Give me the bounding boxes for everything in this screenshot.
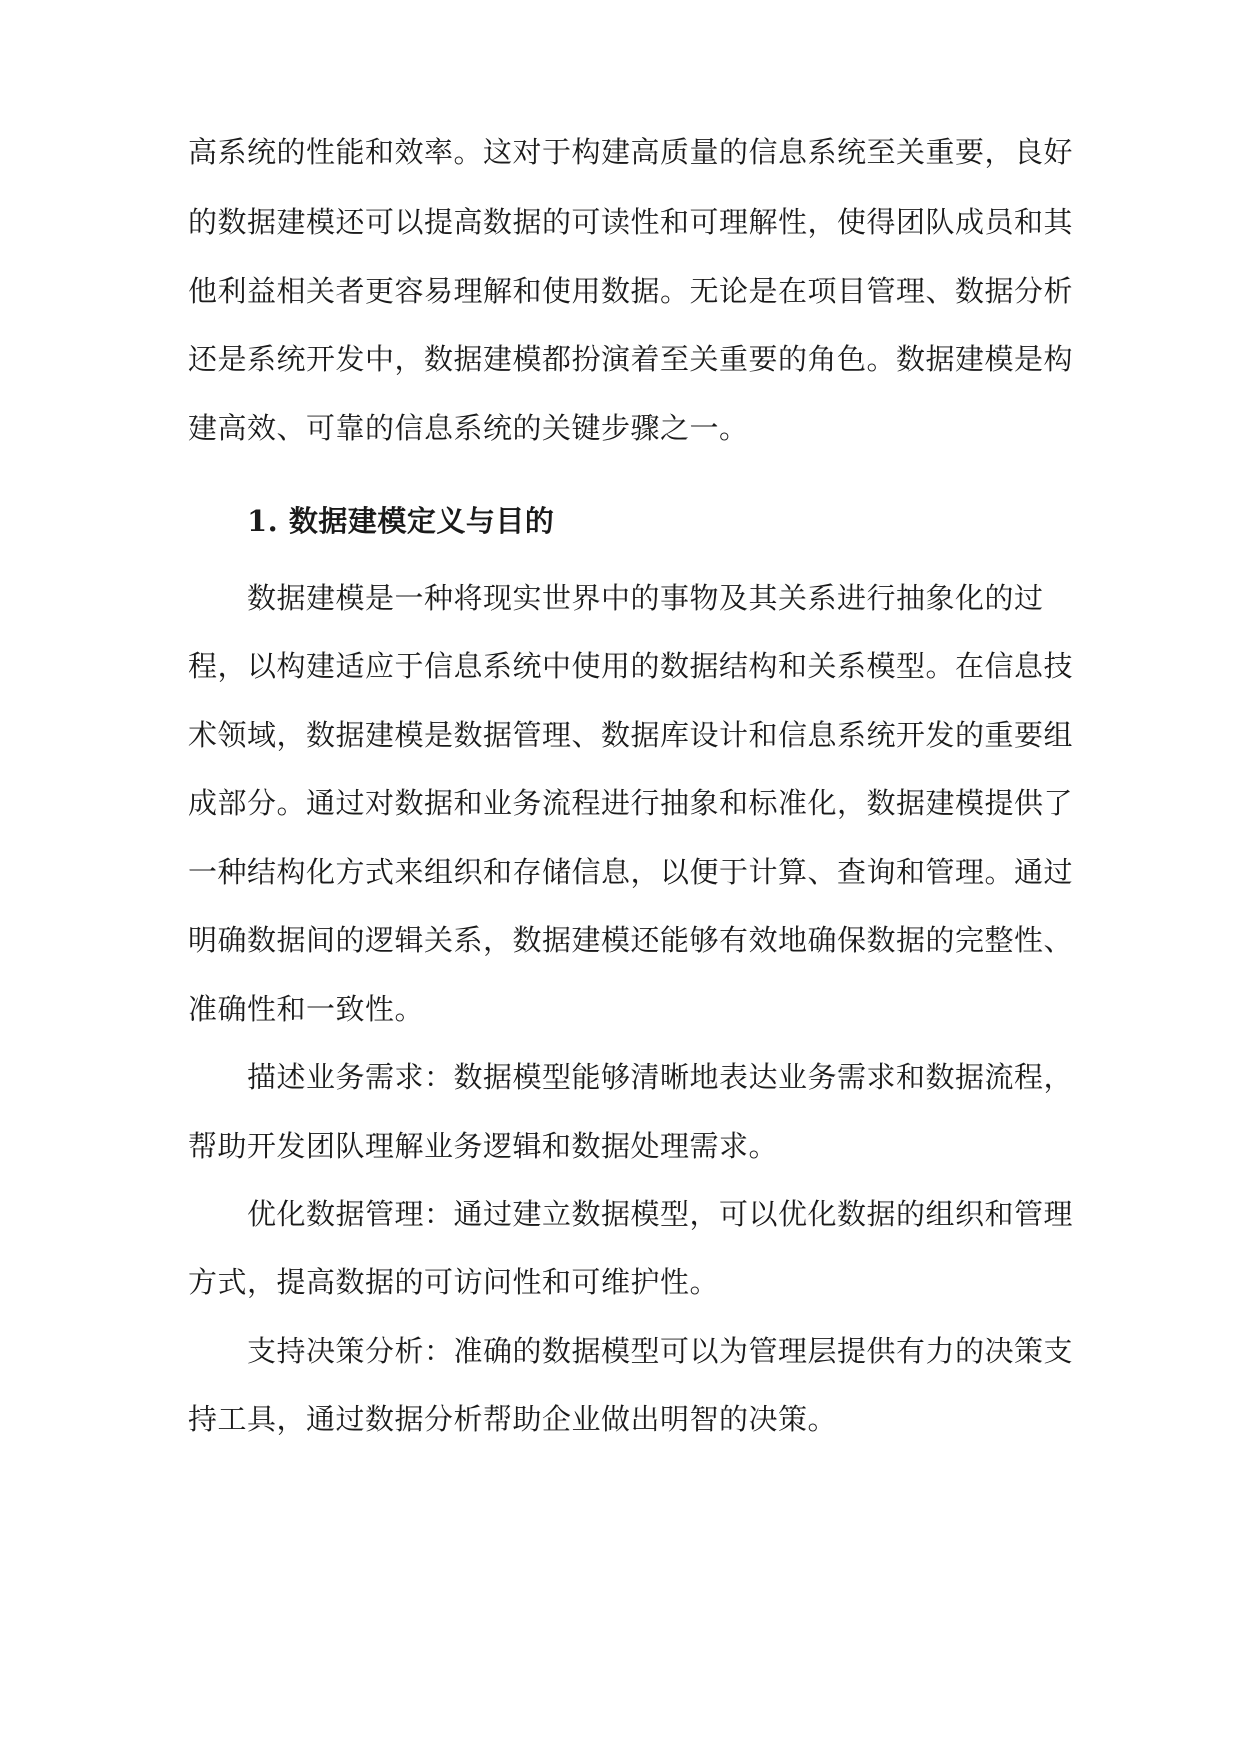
paragraph-line: 还是系统开发中，数据建模都扮演着至关重要的角色。数据建模是构	[188, 342, 1074, 376]
paragraph-line: 成部分。通过对数据和业务流程进行抽象和标准化，数据建模提供了	[188, 786, 1074, 820]
paragraph-line: 准确性和一致性。	[188, 992, 425, 1026]
paragraph-line: 描述业务需求：数据模型能够清晰地表达业务需求和数据流程，	[247, 1060, 1074, 1094]
paragraph-line: 明确数据间的逻辑关系，数据建模还能够有效地确保数据的完整性、	[188, 923, 1074, 957]
paragraph-line: 建高效、可靠的信息系统的关键步骤之一。	[188, 411, 749, 445]
paragraph-line: 高系统的性能和效率。这对于构建高质量的信息系统至关重要，良好	[188, 135, 1074, 169]
paragraph-line: 方式，提高数据的可访问性和可维护性。	[188, 1265, 720, 1299]
paragraph-line: 优化数据管理：通过建立数据模型，可以优化数据的组织和管理	[247, 1197, 1074, 1231]
paragraph-line: 支持决策分析：准确的数据模型可以为管理层提供有力的决策支	[247, 1334, 1074, 1368]
paragraph-line: 持工具，通过数据分析帮助企业做出明智的决策。	[188, 1402, 838, 1436]
section-heading: 1. 数据建模定义与目的	[247, 504, 555, 538]
paragraph-line: 一种结构化方式来组织和存储信息，以便于计算、查询和管理。通过	[188, 855, 1074, 889]
paragraph-line: 帮助开发团队理解业务逻辑和数据处理需求。	[188, 1129, 779, 1163]
paragraph-line: 术领域，数据建模是数据管理、数据库设计和信息系统开发的重要组	[188, 718, 1074, 752]
paragraph-line: 程，以构建适应于信息系统中使用的数据结构和关系模型。在信息技	[188, 649, 1074, 683]
paragraph-line: 的数据建模还可以提高数据的可读性和可理解性，使得团队成员和其	[188, 205, 1074, 239]
paragraph-line: 他利益相关者更容易理解和使用数据。无论是在项目管理、数据分析	[188, 274, 1074, 308]
paragraph-line: 数据建模是一种将现实世界中的事物及其关系进行抽象化的过	[247, 581, 1044, 615]
